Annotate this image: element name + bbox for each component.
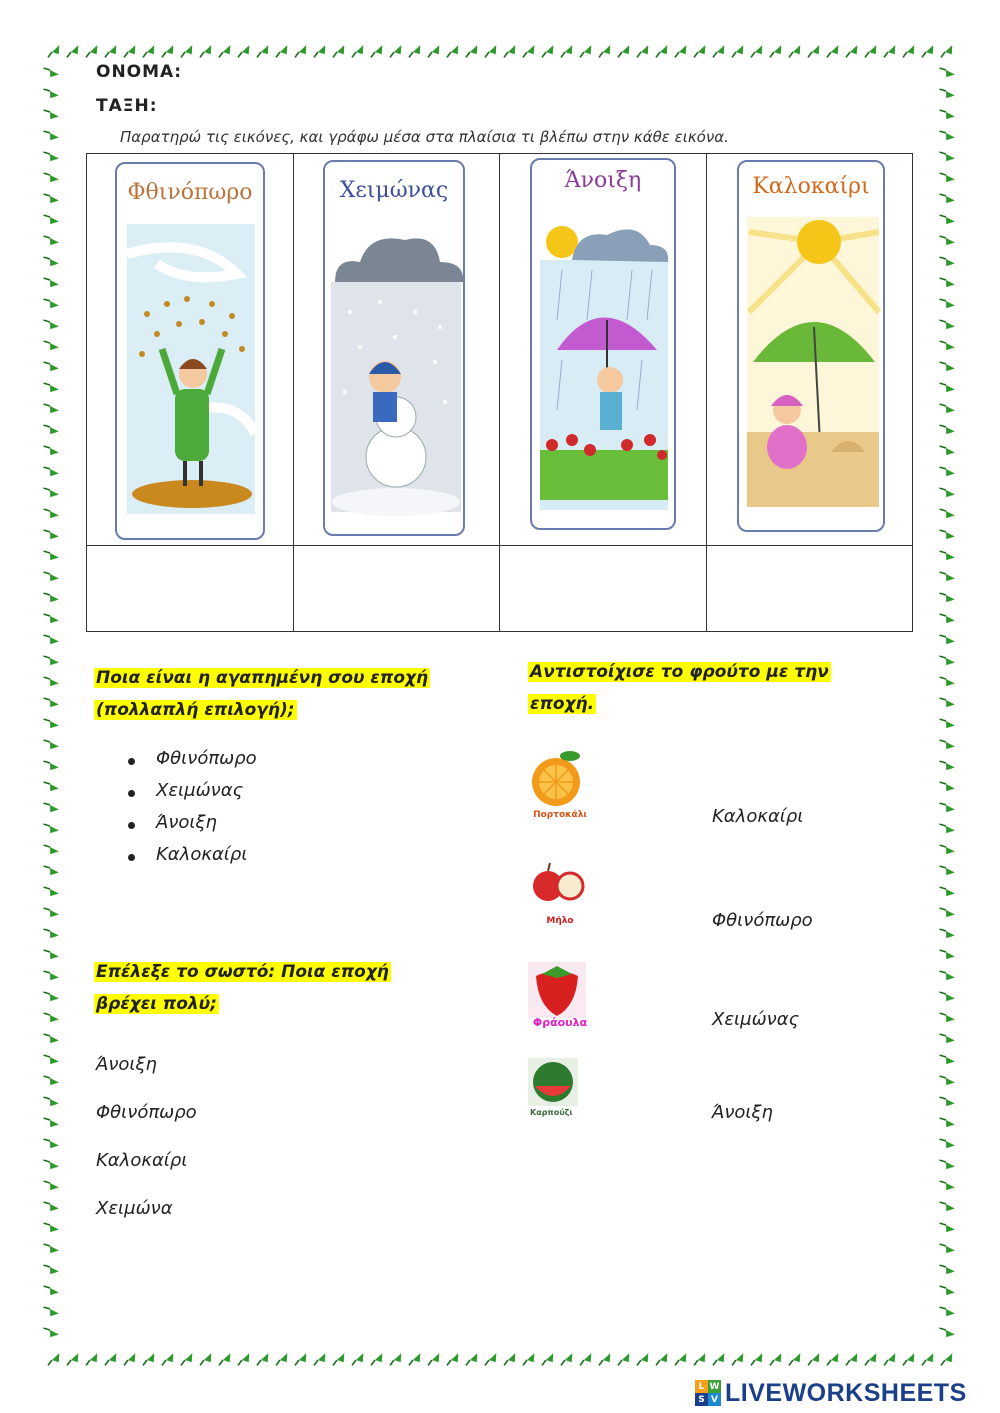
liveworksheets-text: LIVEWORKSHEETS bbox=[725, 1378, 967, 1407]
border-leaf bbox=[44, 1095, 60, 1107]
border-leaf bbox=[44, 213, 60, 225]
border-leaf bbox=[485, 44, 497, 60]
border-leaf bbox=[44, 87, 60, 99]
winter-title: Χειμώνας bbox=[339, 178, 449, 203]
spring-title: Άνοιξη bbox=[564, 168, 642, 193]
winter-illustration bbox=[325, 162, 465, 536]
border-leaf bbox=[86, 1352, 98, 1368]
border-leaf bbox=[314, 1352, 326, 1368]
border-leaf bbox=[940, 927, 956, 939]
border-leaf bbox=[751, 1352, 763, 1368]
liveworksheets-brand bbox=[695, 1378, 967, 1408]
border-leaf bbox=[940, 402, 956, 414]
favorite-option[interactable]: Άνοιξη bbox=[128, 812, 257, 844]
border-leaf bbox=[44, 570, 60, 582]
border-leaf bbox=[238, 44, 250, 60]
border-leaf bbox=[941, 44, 953, 60]
border-leaf bbox=[940, 1284, 956, 1296]
border-leaf bbox=[675, 44, 687, 60]
border-leaf bbox=[44, 717, 60, 729]
fruit-orange[interactable] bbox=[528, 748, 592, 824]
logo-letter: S bbox=[695, 1393, 708, 1406]
apple-icon bbox=[528, 858, 592, 914]
border-leaf bbox=[580, 1352, 592, 1368]
border-leaf bbox=[390, 44, 402, 60]
strawberry-icon bbox=[528, 962, 592, 1018]
border-leaf bbox=[770, 1352, 782, 1368]
border-leaf bbox=[44, 234, 60, 246]
favorite-question-line2: (πολλαπλή επιλογή); bbox=[96, 700, 295, 720]
border-leaf bbox=[257, 1352, 269, 1368]
border-leaf bbox=[44, 1284, 60, 1296]
border-leaf bbox=[371, 44, 383, 60]
autumn-title: Φθινόπωρο bbox=[127, 180, 253, 205]
border-leaf bbox=[466, 1352, 478, 1368]
border-leaf bbox=[44, 1116, 60, 1128]
favorite-option[interactable]: Φθινόπωρο bbox=[128, 748, 257, 780]
border-leaf bbox=[44, 738, 60, 750]
border-leaf bbox=[48, 44, 60, 60]
border-leaf bbox=[44, 1200, 60, 1212]
border-leaf bbox=[884, 1352, 896, 1368]
border-leaf bbox=[238, 1352, 250, 1368]
favorite-option[interactable]: Χειμώνας bbox=[128, 780, 257, 812]
border-leaf bbox=[618, 44, 630, 60]
border-leaf bbox=[428, 1352, 440, 1368]
border-leaf bbox=[940, 969, 956, 981]
match-question bbox=[528, 656, 831, 720]
border-leaf bbox=[940, 213, 956, 225]
border-leaf bbox=[44, 591, 60, 603]
border-leaf bbox=[940, 885, 956, 897]
border-leaf bbox=[44, 528, 60, 540]
border-leaf bbox=[940, 507, 956, 519]
border-leaf bbox=[940, 318, 956, 330]
border-leaf bbox=[656, 44, 668, 60]
border-leaf bbox=[44, 1137, 60, 1149]
border-leaf bbox=[940, 906, 956, 918]
border-leaf bbox=[276, 44, 288, 60]
fruit-strawberry[interactable] bbox=[528, 962, 592, 1034]
fruit-label: Πορτοκάλι bbox=[533, 810, 587, 820]
border-leaf bbox=[44, 444, 60, 456]
border-leaf bbox=[846, 44, 858, 60]
rain-option[interactable]: Καλοκαίρι bbox=[96, 1150, 188, 1171]
border-leaf bbox=[466, 44, 478, 60]
border-leaf bbox=[523, 1352, 535, 1368]
border-leaf bbox=[637, 44, 649, 60]
border-leaf bbox=[940, 66, 956, 78]
logo-letter: V bbox=[708, 1393, 721, 1406]
border-leaf bbox=[162, 44, 174, 60]
border-leaf bbox=[44, 1326, 60, 1338]
border-leaf bbox=[124, 1352, 136, 1368]
answer-cell-summer[interactable] bbox=[707, 546, 913, 632]
border-leaf bbox=[44, 1032, 60, 1044]
border-leaf bbox=[940, 864, 956, 876]
border-leaf bbox=[618, 1352, 630, 1368]
fruit-label: Μήλο bbox=[546, 916, 574, 926]
border-leaf bbox=[940, 1242, 956, 1254]
border-leaf bbox=[219, 44, 231, 60]
border-leaf bbox=[409, 44, 421, 60]
border-leaf bbox=[44, 1263, 60, 1275]
border-leaf bbox=[44, 66, 60, 78]
border-leaf bbox=[846, 1352, 858, 1368]
border-leaf bbox=[48, 1352, 60, 1368]
border-leaf bbox=[44, 843, 60, 855]
border-leaf bbox=[656, 1352, 668, 1368]
border-leaf bbox=[314, 44, 326, 60]
border-leaf bbox=[44, 1053, 60, 1065]
answer-cell-spring[interactable] bbox=[500, 546, 706, 632]
border-leaf bbox=[44, 696, 60, 708]
border-leaf bbox=[44, 339, 60, 351]
rain-option[interactable]: Χειμώνα bbox=[96, 1198, 173, 1219]
border-leaf bbox=[940, 654, 956, 666]
rain-question-line2: βρέχει πολύ; bbox=[96, 994, 217, 1014]
border-leaf bbox=[428, 44, 440, 60]
border-leaf bbox=[105, 44, 117, 60]
border-leaf bbox=[903, 1352, 915, 1368]
border-leaf bbox=[257, 44, 269, 60]
favorite-option[interactable]: Καλοκαίρι bbox=[128, 844, 257, 876]
name-label: ΟΝΟΜΑ: bbox=[96, 62, 183, 82]
border-leaf bbox=[940, 192, 956, 204]
border-leaf bbox=[447, 1352, 459, 1368]
border-leaf bbox=[940, 465, 956, 477]
winter-card bbox=[323, 160, 465, 536]
border-leaf bbox=[940, 633, 956, 645]
border-leaf bbox=[523, 44, 535, 60]
border-leaf bbox=[143, 1352, 155, 1368]
rain-option[interactable]: Άνοιξη bbox=[96, 1054, 157, 1075]
border-leaf bbox=[940, 87, 956, 99]
border-leaf bbox=[44, 255, 60, 267]
border-leaf bbox=[44, 192, 60, 204]
border-leaf bbox=[940, 591, 956, 603]
border-leaf bbox=[940, 1116, 956, 1128]
border-leaf bbox=[940, 1263, 956, 1275]
border-leaf bbox=[219, 1352, 231, 1368]
border-leaf bbox=[181, 1352, 193, 1368]
border-leaf bbox=[940, 801, 956, 813]
border-leaf bbox=[940, 780, 956, 792]
border-leaf bbox=[940, 1221, 956, 1233]
border-leaf bbox=[713, 44, 725, 60]
border-leaf bbox=[940, 1011, 956, 1023]
logo-letter: L bbox=[695, 1380, 708, 1393]
border-leaf bbox=[940, 129, 956, 141]
class-label: ΤΑΞΗ: bbox=[96, 96, 158, 116]
border-leaf bbox=[504, 1352, 516, 1368]
border-leaf bbox=[808, 1352, 820, 1368]
border-leaf bbox=[44, 1074, 60, 1086]
border-leaf bbox=[940, 360, 956, 372]
border-leaf bbox=[44, 423, 60, 435]
border-leaf bbox=[44, 801, 60, 813]
border-leaf bbox=[940, 1158, 956, 1170]
autumn-illustration bbox=[117, 164, 265, 540]
border-leaf bbox=[44, 381, 60, 393]
border-leaf bbox=[599, 1352, 611, 1368]
border-leaf bbox=[542, 1352, 554, 1368]
border-leaf bbox=[675, 1352, 687, 1368]
border-leaf bbox=[295, 44, 307, 60]
border-leaf bbox=[713, 1352, 725, 1368]
border-leaf bbox=[44, 1158, 60, 1170]
seasons-table bbox=[86, 153, 913, 632]
orange-icon bbox=[528, 748, 592, 808]
border-leaf bbox=[940, 423, 956, 435]
border-leaf bbox=[44, 276, 60, 288]
border-leaf bbox=[940, 717, 956, 729]
border-leaf bbox=[504, 44, 516, 60]
border-leaf bbox=[276, 1352, 288, 1368]
favorite-question bbox=[94, 662, 430, 726]
border-leaf bbox=[940, 1305, 956, 1317]
border-leaf bbox=[940, 822, 956, 834]
border-leaf bbox=[922, 1352, 934, 1368]
border-leaf bbox=[694, 1352, 706, 1368]
border-leaf bbox=[44, 885, 60, 897]
border-leaf bbox=[352, 1352, 364, 1368]
border-leaf bbox=[599, 44, 611, 60]
border-leaf bbox=[44, 318, 60, 330]
summer-illustration bbox=[739, 162, 885, 532]
border-leaf bbox=[940, 297, 956, 309]
border-leaf bbox=[694, 44, 706, 60]
border-leaf bbox=[44, 864, 60, 876]
border-leaf bbox=[903, 44, 915, 60]
border-leaf bbox=[409, 1352, 421, 1368]
answer-cell-autumn[interactable] bbox=[87, 546, 293, 632]
border-leaf bbox=[44, 759, 60, 771]
match-season[interactable]: Χειμώνας bbox=[712, 1009, 800, 1030]
border-leaf bbox=[44, 171, 60, 183]
border-leaf bbox=[44, 1179, 60, 1191]
border-leaf bbox=[44, 360, 60, 372]
border-leaf bbox=[940, 948, 956, 960]
border-leaf bbox=[884, 44, 896, 60]
border-leaf bbox=[940, 675, 956, 687]
watermelon-icon bbox=[528, 1058, 592, 1108]
fruit-label: Φράουλα bbox=[532, 1016, 588, 1029]
border-leaf bbox=[789, 1352, 801, 1368]
border-leaf bbox=[44, 465, 60, 477]
border-leaf bbox=[922, 44, 934, 60]
border-leaf bbox=[789, 44, 801, 60]
border-leaf bbox=[561, 1352, 573, 1368]
border-leaf bbox=[44, 297, 60, 309]
border-leaf bbox=[940, 1095, 956, 1107]
border-leaf bbox=[940, 1074, 956, 1086]
border-leaf bbox=[637, 1352, 649, 1368]
spring-illustration bbox=[532, 160, 676, 530]
border-leaf bbox=[940, 759, 956, 771]
match-question-line1: Αντιστοίχισε το φρούτο με την bbox=[530, 662, 829, 682]
fruit-apple[interactable] bbox=[528, 858, 592, 930]
border-leaf bbox=[44, 507, 60, 519]
border-leaf bbox=[44, 822, 60, 834]
border-leaf bbox=[86, 44, 98, 60]
match-season[interactable]: Φθινόπωρο bbox=[712, 910, 813, 931]
border-leaf bbox=[940, 990, 956, 1002]
border-leaf bbox=[940, 843, 956, 855]
logo-letter: W bbox=[709, 1381, 720, 1392]
border-leaf bbox=[940, 1053, 956, 1065]
border-leaf bbox=[940, 1200, 956, 1212]
border-leaf bbox=[865, 44, 877, 60]
border-leaf bbox=[808, 44, 820, 60]
border-leaf bbox=[580, 44, 592, 60]
border-leaf bbox=[181, 44, 193, 60]
border-leaf bbox=[485, 1352, 497, 1368]
match-season[interactable]: Άνοιξη bbox=[712, 1102, 773, 1123]
answer-cell-winter[interactable] bbox=[294, 546, 499, 632]
border-leaf bbox=[44, 1305, 60, 1317]
border-leaf bbox=[44, 990, 60, 1002]
rain-question bbox=[94, 956, 391, 1020]
autumn-card bbox=[115, 162, 265, 540]
border-leaf bbox=[940, 255, 956, 267]
border-leaf bbox=[940, 1032, 956, 1044]
summer-card bbox=[737, 160, 885, 532]
border-leaf bbox=[542, 44, 554, 60]
border-leaf bbox=[44, 150, 60, 162]
border-leaf bbox=[143, 44, 155, 60]
border-leaf bbox=[940, 549, 956, 561]
border-leaf bbox=[940, 444, 956, 456]
fruit-label: Καρπούζι bbox=[530, 1108, 573, 1117]
border-leaf bbox=[940, 486, 956, 498]
border-leaf bbox=[940, 339, 956, 351]
border-leaf bbox=[333, 1352, 345, 1368]
border-leaf bbox=[44, 927, 60, 939]
rain-question-line1: Επέλεξε το σωστό: Ποια εποχή bbox=[96, 962, 389, 982]
border-leaf bbox=[390, 1352, 402, 1368]
border-leaf bbox=[940, 1137, 956, 1149]
border-leaf bbox=[44, 633, 60, 645]
border-leaf bbox=[200, 44, 212, 60]
match-question-line2: εποχή. bbox=[530, 694, 595, 714]
border-leaf bbox=[44, 969, 60, 981]
border-leaf bbox=[67, 1352, 79, 1368]
border-leaf bbox=[67, 44, 79, 60]
border-leaf bbox=[940, 150, 956, 162]
border-leaf bbox=[44, 129, 60, 141]
border-leaf bbox=[44, 486, 60, 498]
favorite-question-line1: Ποια είναι η αγαπημένη σου εποχή bbox=[96, 668, 429, 688]
border-leaf bbox=[105, 1352, 117, 1368]
border-leaf bbox=[940, 570, 956, 582]
border-leaf bbox=[44, 780, 60, 792]
border-leaf bbox=[940, 528, 956, 540]
border-leaf bbox=[44, 948, 60, 960]
border-leaf bbox=[827, 44, 839, 60]
border-leaf bbox=[940, 171, 956, 183]
border-leaf bbox=[124, 44, 136, 60]
liveworksheets-logo-icon bbox=[695, 1380, 721, 1406]
border-leaf bbox=[352, 44, 364, 60]
border-leaf bbox=[865, 1352, 877, 1368]
border-leaf bbox=[44, 1011, 60, 1023]
spring-card bbox=[530, 158, 676, 530]
border-leaf bbox=[940, 234, 956, 246]
favorite-options bbox=[128, 748, 257, 876]
match-season[interactable]: Καλοκαίρι bbox=[712, 806, 804, 827]
border-leaf bbox=[751, 44, 763, 60]
border-leaf bbox=[44, 612, 60, 624]
border-leaf bbox=[44, 108, 60, 120]
border-leaf bbox=[940, 381, 956, 393]
border-leaf bbox=[44, 675, 60, 687]
border-leaf bbox=[371, 1352, 383, 1368]
border-leaf bbox=[333, 44, 345, 60]
rain-option[interactable]: Φθινόπωρο bbox=[96, 1102, 197, 1123]
instruction-text: Παρατηρώ τις εικόνες, και γράφω μέσα στα πλαίσια τι βλέπω στην κάθε εικόνα. bbox=[120, 128, 729, 146]
border-leaf bbox=[940, 612, 956, 624]
border-leaf bbox=[162, 1352, 174, 1368]
border-leaf bbox=[295, 1352, 307, 1368]
border-leaf bbox=[940, 108, 956, 120]
border-leaf bbox=[940, 738, 956, 750]
border-leaf bbox=[44, 402, 60, 414]
border-leaf bbox=[44, 1242, 60, 1254]
summer-title: Καλοκαίρι bbox=[752, 174, 870, 199]
border-leaf bbox=[561, 44, 573, 60]
border-leaf bbox=[44, 1221, 60, 1233]
border-leaf bbox=[940, 1179, 956, 1191]
border-leaf bbox=[200, 1352, 212, 1368]
border-leaf bbox=[732, 1352, 744, 1368]
border-leaf bbox=[940, 1326, 956, 1338]
border-leaf bbox=[940, 276, 956, 288]
border-leaf bbox=[44, 654, 60, 666]
border-leaf bbox=[941, 1352, 953, 1368]
border-leaf bbox=[44, 549, 60, 561]
border-leaf bbox=[44, 906, 60, 918]
fruit-watermelon[interactable] bbox=[528, 1058, 592, 1122]
border-leaf bbox=[732, 44, 744, 60]
border-leaf bbox=[447, 44, 459, 60]
border-leaf bbox=[770, 44, 782, 60]
border-leaf bbox=[940, 696, 956, 708]
border-leaf bbox=[827, 1352, 839, 1368]
